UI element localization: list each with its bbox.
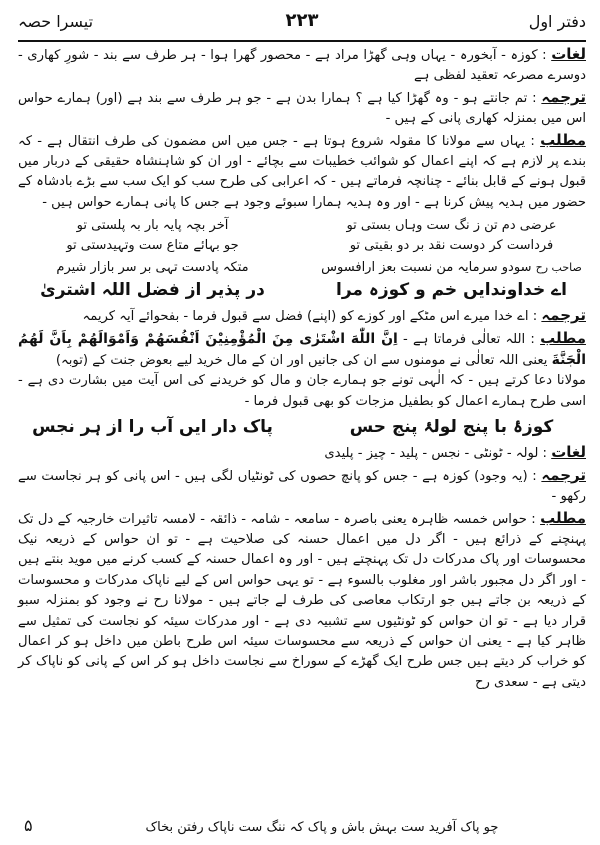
page-footer — [18, 813, 586, 835]
verse-hemistich-main: در پذیر از فضل اللہ اشتریٰ — [40, 280, 265, 301]
tarjuma-paragraph-3 — [18, 465, 586, 508]
matlab-text: : یہاں سے مولانا کا مقولہ شروع ہوتا ہے - جس میں اس مضمون کی طرف انتقال ہے - کہ بندے پر لازم ہے کہ اپنے اعمال کو شوائب خطیبات سے بچائے - اور ان کو شاہنشاہ حقیقی کے دربار میں قبول ہونے کے قابل بنائے - چنانچہ فرماتے ہیں - کہ اعرابی کی طرح سب کو ایک سب سے بڑے بادشاہ کے حضور میں ہدیہ پیش کرنا ہے - اور وہ ہدیہ ہمارا سبوئے وجود ہے جس کا پانی ہمارے حواس ہیں - — [18, 133, 586, 210]
lughat-text: : کوزہ - آبخورہ - یہاں وہی گھڑا مراد ہے - محصور گھرا ہوا - ہر طرف سے بند - شورِ کھاری - دوسرے مصرعہ تعقید لفظی ہے — [18, 48, 586, 84]
tarjuma-paragraph — [18, 87, 586, 130]
tarjuma-text: : اے خدا میرے اس مٹکے اور کوزے کو (اپنے) فضل سے قبول فرما - بفحوائے آیہ کریمہ — [82, 309, 538, 325]
couplet-hemistich: جو بہائے متاع ست وتہیدستی تو — [66, 238, 239, 254]
tarjuma-paragraph-2 — [18, 305, 586, 327]
lughat-paragraph — [18, 44, 586, 87]
tarjuma-text: : (یہ وجود) کوزہ ہے - جس کو پانچ حصوں کی ٹونٹیاں لگی ہیں - اس پانی کو ہر نجاست سے رکھو - — [18, 468, 586, 505]
document-page — [18, 10, 586, 835]
matlab-label: مطلب — [540, 328, 586, 347]
matlab-label: مطلب — [540, 508, 586, 527]
verse-hemistich: متکہ پادست تہی بر سر بازار شیرم — [56, 260, 249, 276]
verse-hemistich-main: کوزۂ با پنج لولۂ پنج حس — [349, 417, 554, 438]
dua-paragraph: مولانا دعا کرتے ہیں - کہ الٰہی تونے جو ہمارے جان و مال کو خریدنے کی اس آیت میں بشارت دی ہے - اسی طرح ہمارے اعمال کو بطفیل مزجات کو بھی قبول فرما - — [18, 373, 586, 409]
verse-hemistich — [317, 259, 586, 277]
verse-line: سودو سرمایہ من نسبت بعز ارافسوس — [321, 260, 532, 276]
part-title: تیسرا حصہ — [18, 12, 94, 31]
tarjuma-label: ترجمہ — [541, 87, 586, 106]
verse-hemistich-main: پاک دار ایں آب را از ہر نجس — [32, 417, 273, 438]
tarjuma-text: : تم جانتے ہو - وہ گھڑا کیا ہے ؟ ہمارا بدن ہے - جو ہر طرف سے بند ہے (اور) ہمارے حواس اس میں بمنزلہ کھاری پانی کے ہیں - — [18, 90, 586, 127]
matlab-paragraph-2 — [18, 328, 586, 372]
lughat-label: لغات — [551, 45, 586, 63]
footer-verse: چو پاک آفرید ست بہش باش و پاک کہ ننگ ست ناپاک رفتن بخاک — [145, 820, 499, 835]
lughat-paragraph-2 — [18, 442, 586, 464]
verse-block-2 — [18, 416, 586, 438]
couplet-hemistich: فرداست کر دوست نقد بر دو بقیتی تو — [349, 238, 554, 254]
couplet-hemistich: آخر بچہ پایہ بار بہ پلستی تو — [76, 218, 229, 234]
tarjuma-label: ترجمہ — [541, 306, 586, 325]
lughat-label: لغات — [551, 443, 586, 462]
matlab-label: مطلب — [540, 130, 586, 149]
verse-note: صاحب رح — [535, 261, 582, 275]
page-body — [18, 42, 586, 693]
page-number: ۲۲۳ — [285, 10, 319, 31]
tarjuma-label: ترجمہ — [541, 465, 586, 484]
matlab-text: : حواس خمسہ ظاہرہ یعنی باصرہ - سامعہ - شامہ - ذائقہ - لامسہ تاثیرات خارجیہ کے دل تک پہنچنے کے ذرائع ہیں - اگر دل میں اعمال حسنہ کی صلاحیت ہے - تو ان حواس کے ذریعہ نیک محسوسات اور پاک مدرکات دل تک پہنچتے ہیں - اور وہ اعمال حسنہ کے کسب کرنے میں موید بنتے ہیں - اور اگر دل مجبور باشر اور مغلوب بالسوء ہے - تو یہی حواس اس کے لیے ناپاک مدرکات و محسوسات کے ذریعہ بن جاتے ہیں جو ارتکاب معاصی کی طرف لے جاتے ہیں - مولانا رح نے وجود کو بمنزلہ سبو قرار دیا ہے - تو ان حواس کو ٹونٹیوں سے تشبیہ دی ہے - اور مدرکات سیئہ کو نجاست کی تمثیل سے ظاہر کیا ہے - یعنی ان حواس کے ذریعہ سے محسوسات سیئہ اس طرح باطن میں داخل ہو کر اعمال کو خراب کر دیتے ہیں جس طرح ایک گھڑے کے سوراخ سے نجاست داخل ہو کر اس کے پانی کو ناپاک کر دیتی ہے - سعدی رح — [18, 511, 586, 690]
quran-verse: اِنَّ اللّٰهَ اشْتَرٰى مِنَ الْمُؤْمِنِيْنَ اَنْفُسَهُمْ وَاَمْوَالَهُمْ بِاَنَّ لَهُمُ الْجَنَّةَ — [18, 330, 586, 369]
couplet-hemistich: عرضی دم تن ز نگ ست وہاں بستی تو — [346, 218, 557, 234]
matlab-text: یعنی اللہ تعالٰی نے مومنوں سے ان کی جانیں اور ان کے مال خرید لیے بعوض جنت کے (توبہ) — [55, 353, 548, 369]
verse-hemistich-main: اے خداوندایں خم و کوزہ مرا — [336, 280, 567, 301]
page-header — [18, 10, 586, 38]
couplets-block — [18, 217, 586, 255]
matlab-paragraph — [18, 130, 586, 214]
footer-number: ۵ — [24, 816, 33, 835]
matlab-intro: : اللہ تعالٰی فرماتا ہے - — [403, 331, 535, 347]
verse-block — [18, 259, 586, 301]
section-title: دفتر اول — [528, 12, 586, 31]
lughat-text: : لولہ - ٹونٹی - نجس - پلید - چیز - پلیدی — [324, 446, 547, 462]
matlab-paragraph-3 — [18, 508, 586, 694]
